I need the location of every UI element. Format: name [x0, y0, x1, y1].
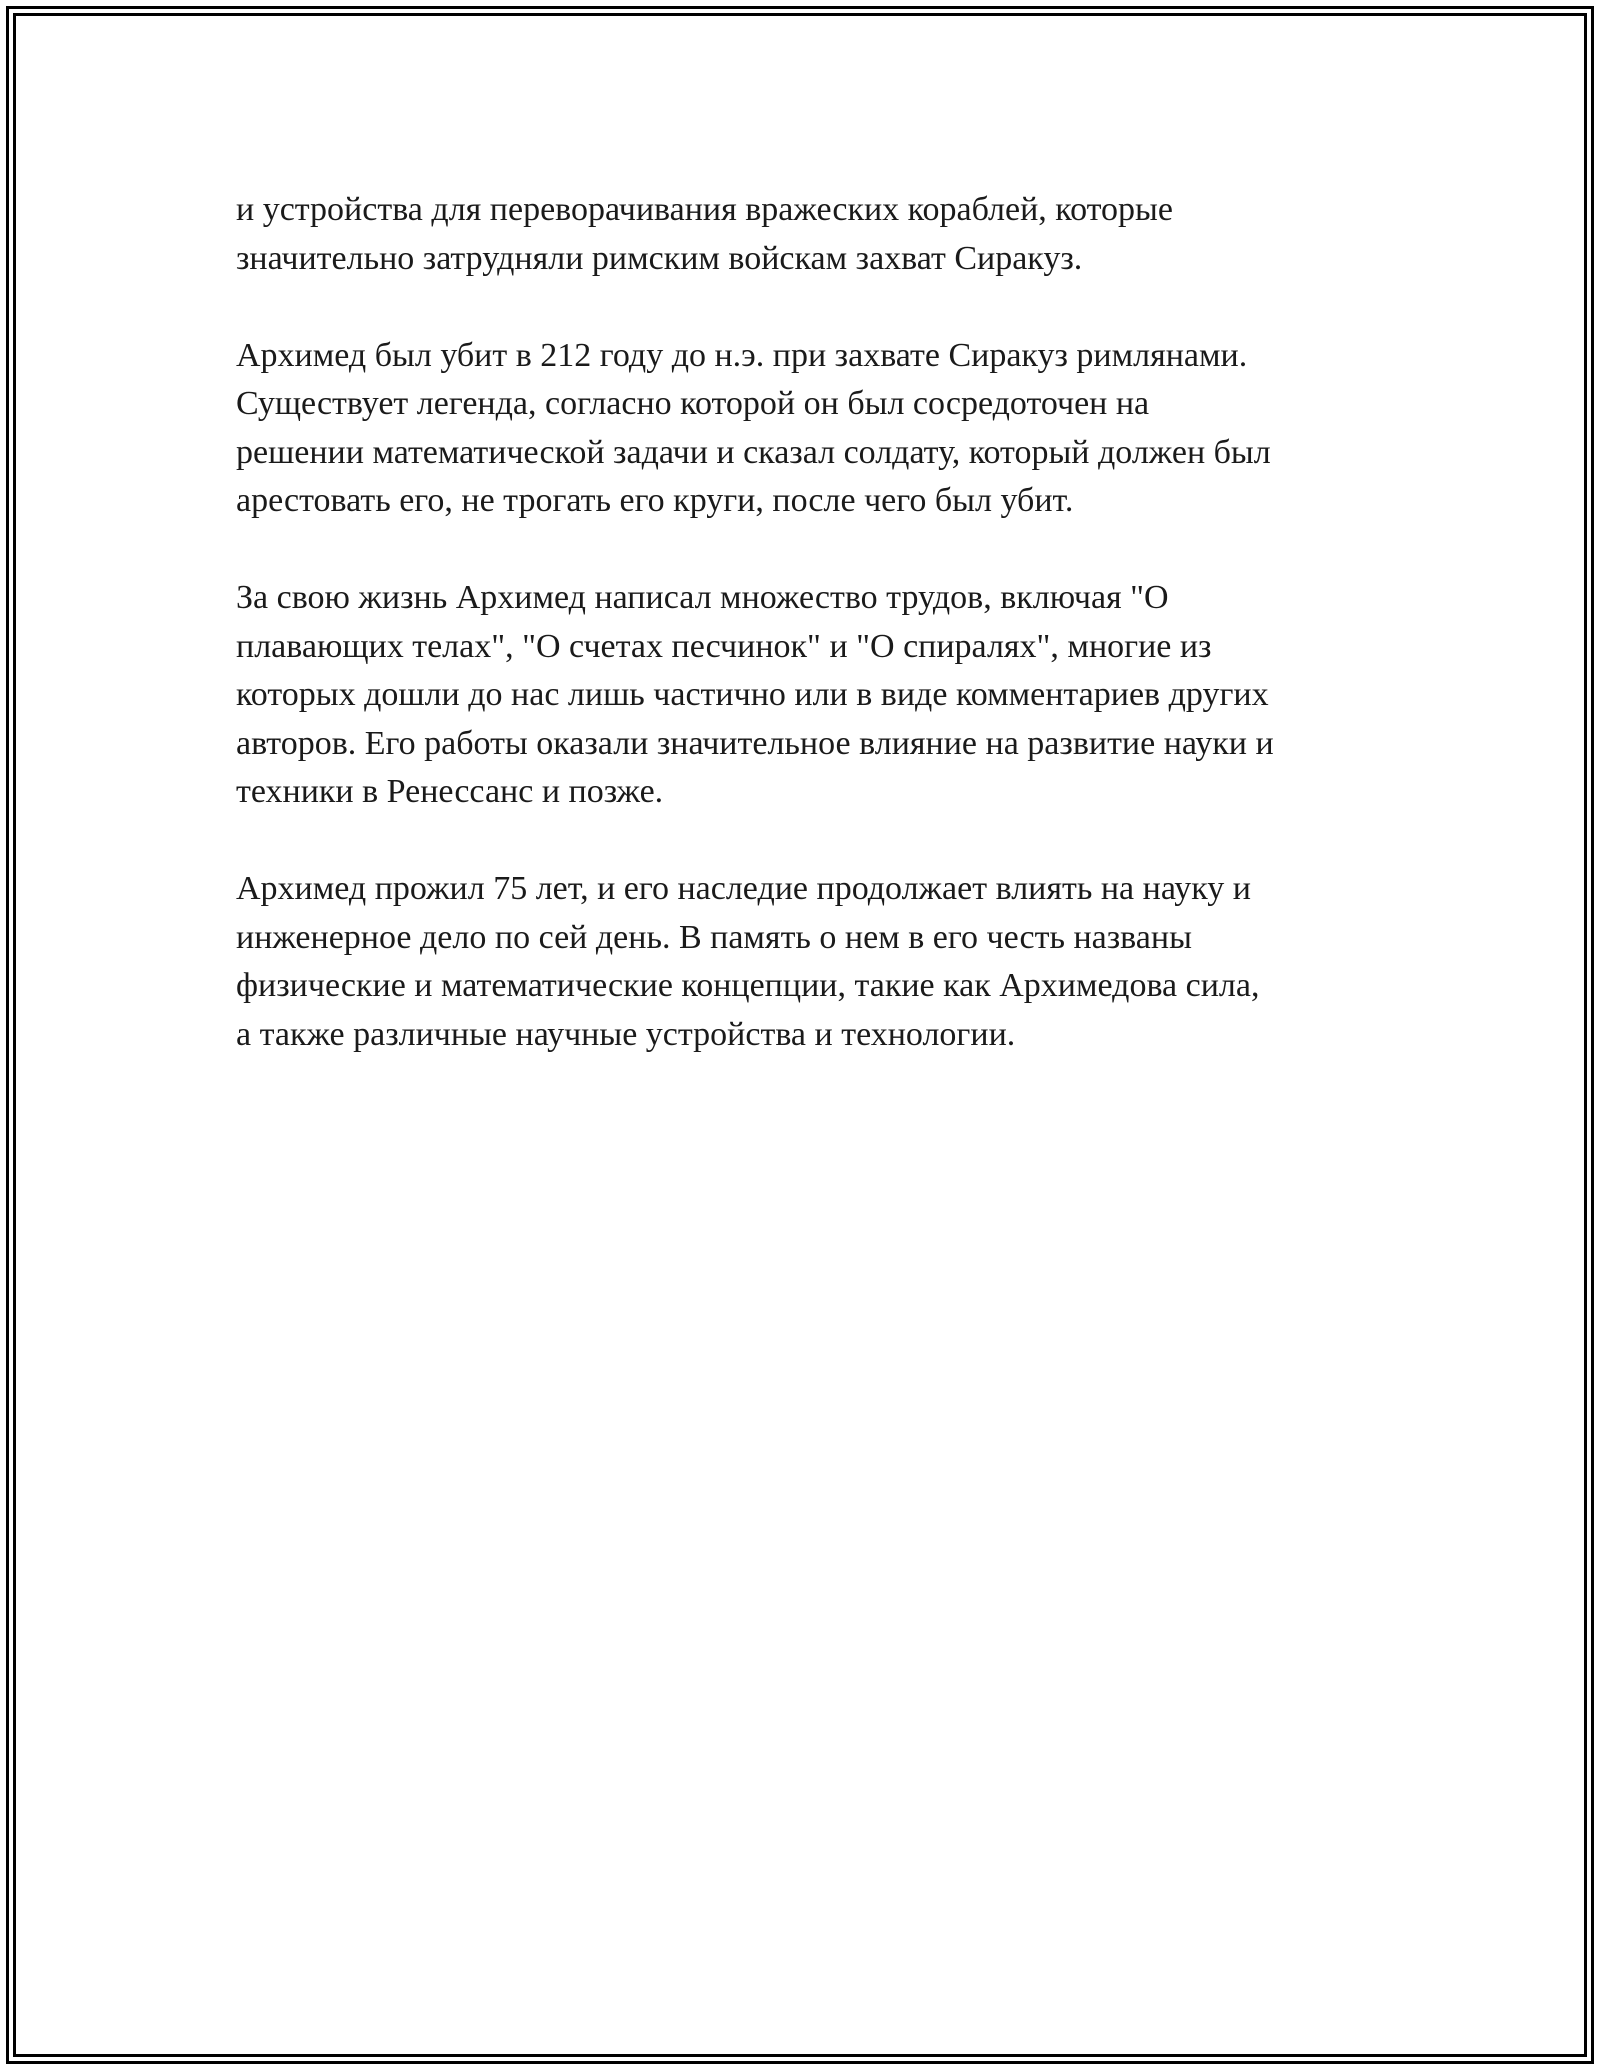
document-body [236, 186, 1396, 1108]
paragraph-works: За свою жизнь Архимед написал множество трудов, включая "О плавающих телах", "О счетах песчинок" и "О спиралях", многие из которых дошли до нас лишь частично или в виде комментариев других авторов. Его работы оказали значительное влияние на развитие науки и техники в Ренессанс и позже. [236, 579, 1274, 810]
paragraph-death: Архимед был убит в 212 году до н.э. при захвате Сиракуз римлянами. Существует легенда, согласно которой он был сосредоточен на решении математической задачи и сказал солдату, который должен был арестовать его, не трогать его круги, после чего был убит. [236, 336, 1271, 519]
paragraph-siege-devices: и устройства для переворачивания вражеских кораблей, которые значительно затрудняли римским войскам захват Сиракуз. [236, 191, 1173, 277]
paragraph-legacy: Архимед прожил 75 лет, и его наследие продолжает влиять на науку и инженерное дело по сей день. В память о нем в его честь названы физические и математические концепции, такие как Архимедова сила, а также различные научные устройства и технологии. [236, 870, 1260, 1053]
